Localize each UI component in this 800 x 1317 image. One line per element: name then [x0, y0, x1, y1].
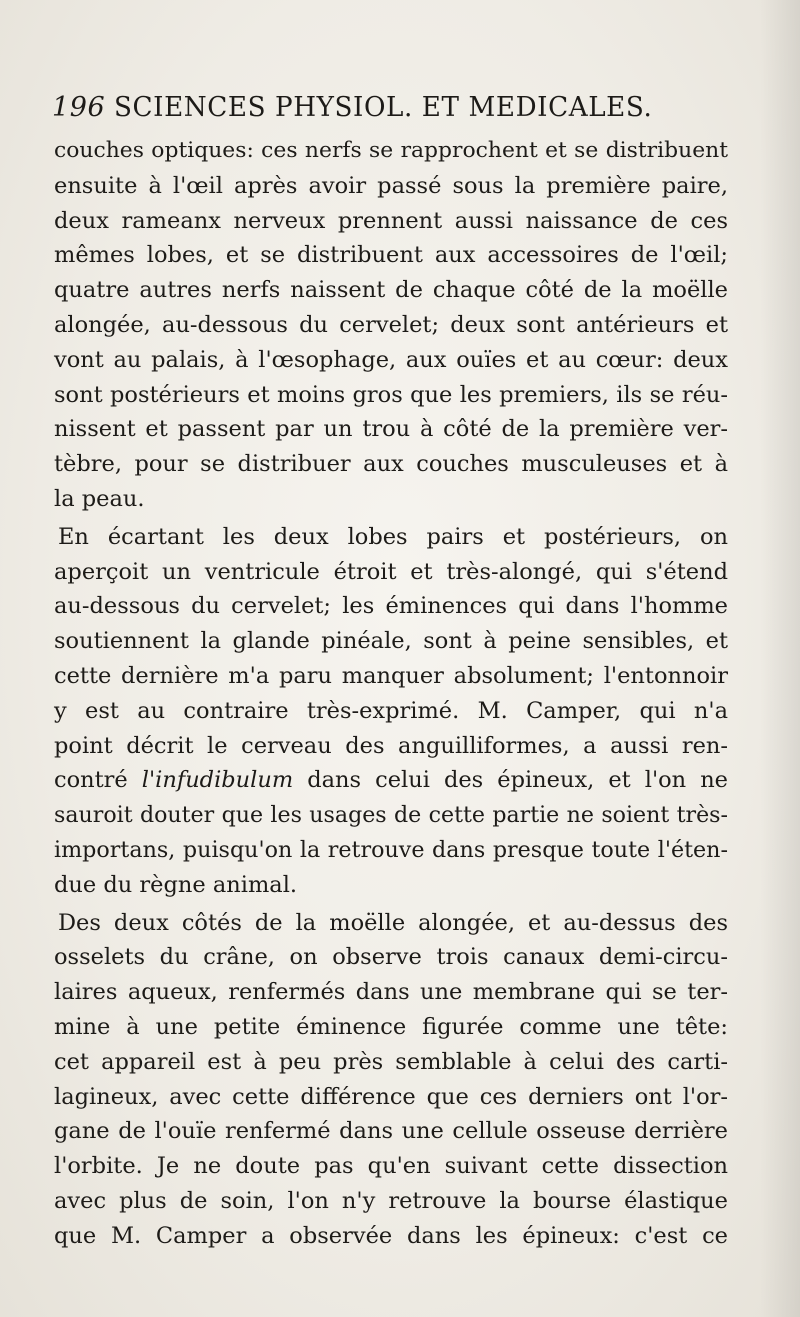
- page-number: 196: [52, 92, 106, 123]
- text-line: nissent et passent par un trou à côté de la première ver-: [54, 416, 728, 443]
- text-line: En écartant les deux lobes pairs et postérieurs, on: [58, 523, 728, 550]
- text-line: y est au contraire très-exprimé. M. Camper, qui n'a: [54, 697, 728, 724]
- text-line: mine à une petite éminence figurée comme une tête:: [54, 1013, 728, 1040]
- running-title: SCIENCES PHYSIOL. ET MEDICALES.: [114, 92, 653, 123]
- text-line: que M. Camper a observée dans les épineux: c'est ce: [54, 1222, 728, 1249]
- paragraph-3: [54, 906, 728, 1254]
- text-line: deux rameanx nerveux prennent aussi naissance de ces: [54, 207, 728, 234]
- text-line: soutiennent la glande pinéale, sont à peine sensibles, et: [54, 628, 728, 655]
- text-line: contré l'infudibulum dans celui des épineux, et l'on ne: [54, 767, 729, 794]
- body-text: [54, 134, 728, 1257]
- text-line: cet appareil est à peu près semblable à celui des carti-: [54, 1048, 728, 1075]
- text-line: ensuite à l'œil après avoir passé sous la première paire,: [54, 172, 728, 199]
- text-line: cette dernière m'a paru manquer absolument; l'entonnoir: [54, 662, 728, 689]
- text-line: alongée, au-dessous du cervelet; deux sont antérieurs et: [54, 311, 728, 338]
- text-line: au-dessous du cervelet; les éminences qui dans l'homme: [54, 593, 728, 620]
- text-line: osselets du crâne, on observe trois canaux demi-circu-: [54, 944, 728, 971]
- text-line: aperçoit un ventricule étroit et très-alongé, qui s'étend: [54, 558, 728, 585]
- running-head: [52, 88, 692, 128]
- text-line: vont au palais, à l'œsophage, aux ouïes et au cœur: deux: [54, 346, 728, 373]
- text-line: importans, puisqu'on la retrouve dans presque toute l'éten-: [54, 836, 728, 863]
- text-line: l'orbite. Je ne doute pas qu'en suivant cette dissection: [54, 1153, 728, 1180]
- paragraph-1: [54, 134, 728, 517]
- text-line: laires aqueux, renfermés dans une membrane qui se ter-: [54, 979, 728, 1006]
- text-line: gane de l'ouïe renfermé dans une cellule osseuse derrière: [54, 1118, 728, 1145]
- text-line: la peau.: [54, 485, 145, 512]
- text-line: point décrit le cerveau des anguilliformes, a aussi ren-: [54, 732, 728, 759]
- text-line: sont postérieurs et moins gros que les premiers, ils se réu-: [54, 381, 728, 408]
- text-line: mêmes lobes, et se distribuent aux accessoires de l'œil;: [54, 242, 728, 269]
- text-line: quatre autres nerfs naissent de chaque côté de la moëlle: [54, 277, 728, 304]
- text-line: due du règne animal.: [54, 871, 298, 898]
- text-line: tèbre, pour se distribuer aux couches musculeuses et à: [54, 451, 728, 478]
- paragraph-2: [54, 520, 728, 903]
- text-line: couches optiques: ces nerfs se rapprochent et se distribuent: [54, 138, 728, 163]
- text-line: Des deux côtés de la moëlle alongée, et au-dessus des: [58, 909, 728, 936]
- text-line: sauroit douter que les usages de cette partie ne soient très-: [54, 802, 728, 829]
- text-line: avec plus de soin, l'on n'y retrouve la bourse élastique: [54, 1187, 728, 1214]
- text-line: lagineux, avec cette différence que ces derniers ont l'or-: [54, 1083, 728, 1110]
